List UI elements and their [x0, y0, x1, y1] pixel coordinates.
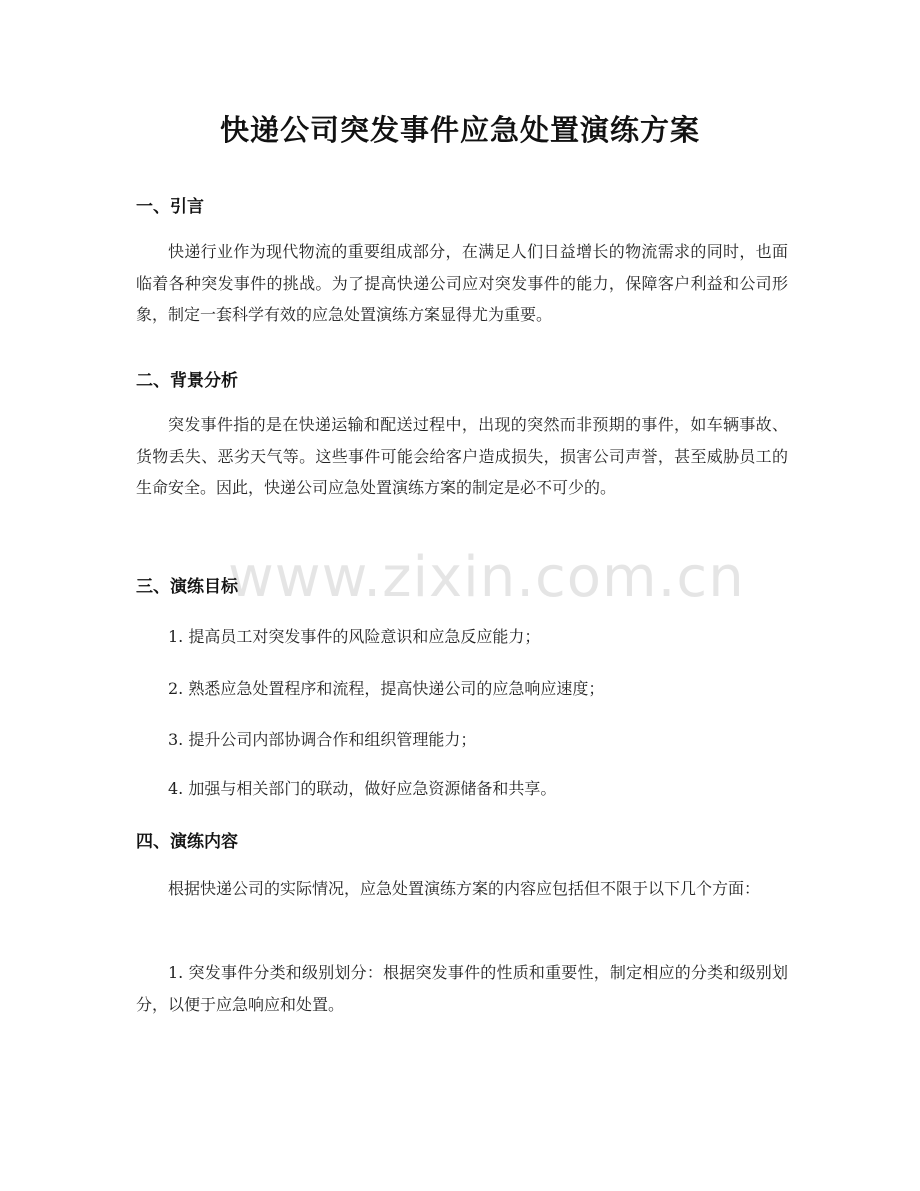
- section-paragraph: 根据快递公司的实际情况，应急处置演练方案的内容应包括但不限于以下几个方面：: [168, 879, 761, 898]
- section-heading-intro: 一、引言: [136, 197, 204, 217]
- list-item: 2. 熟悉应急处置程序和流程，提高快递公司的应急响应速度；: [168, 679, 605, 698]
- section-heading-background: 二、背景分析: [136, 371, 238, 391]
- list-item: 3. 提升公司内部协调合作和组织管理能力；: [168, 730, 477, 749]
- list-item: 1. 提高员工对突发事件的风险意识和应急反应能力；: [168, 627, 541, 646]
- section-paragraph: 1. 突发事件分类和级别划分：根据突发事件的性质和重要性，制定相应的分类和级别划分，以便于应急响应和处置。: [136, 963, 788, 1014]
- watermark: www.zixin.com.cn: [228, 545, 745, 610]
- document-title: 快递公司突发事件应急处置演练方案: [219, 113, 700, 147]
- section-paragraph: 突发事件指的是在快递运输和配送过程中，出现的突然而非预期的事件，如车辆事故、货物丢失、恶劣天气等。这些事件可能会给客户造成损失，损害公司声誉，甚至威胁员工的生命安全。因此，快递公司应急处置演练方案的制定是必不可少的。: [136, 415, 788, 497]
- list-item: 4. 加强与相关部门的联动，做好应急资源储备和共享。: [168, 779, 557, 798]
- section-heading-content: 四、演练内容: [136, 832, 238, 852]
- section-heading-goals: 三、演练目标: [136, 577, 238, 597]
- section-paragraph: 快递行业作为现代物流的重要组成部分，在满足人们日益增长的物流需求的同时，也面临着各种突发事件的挑战。为了提高快递公司应对突发事件的能力，保障客户利益和公司形象，制定一套科学有效的应急处置演练方案显得尤为重要。: [136, 242, 788, 324]
